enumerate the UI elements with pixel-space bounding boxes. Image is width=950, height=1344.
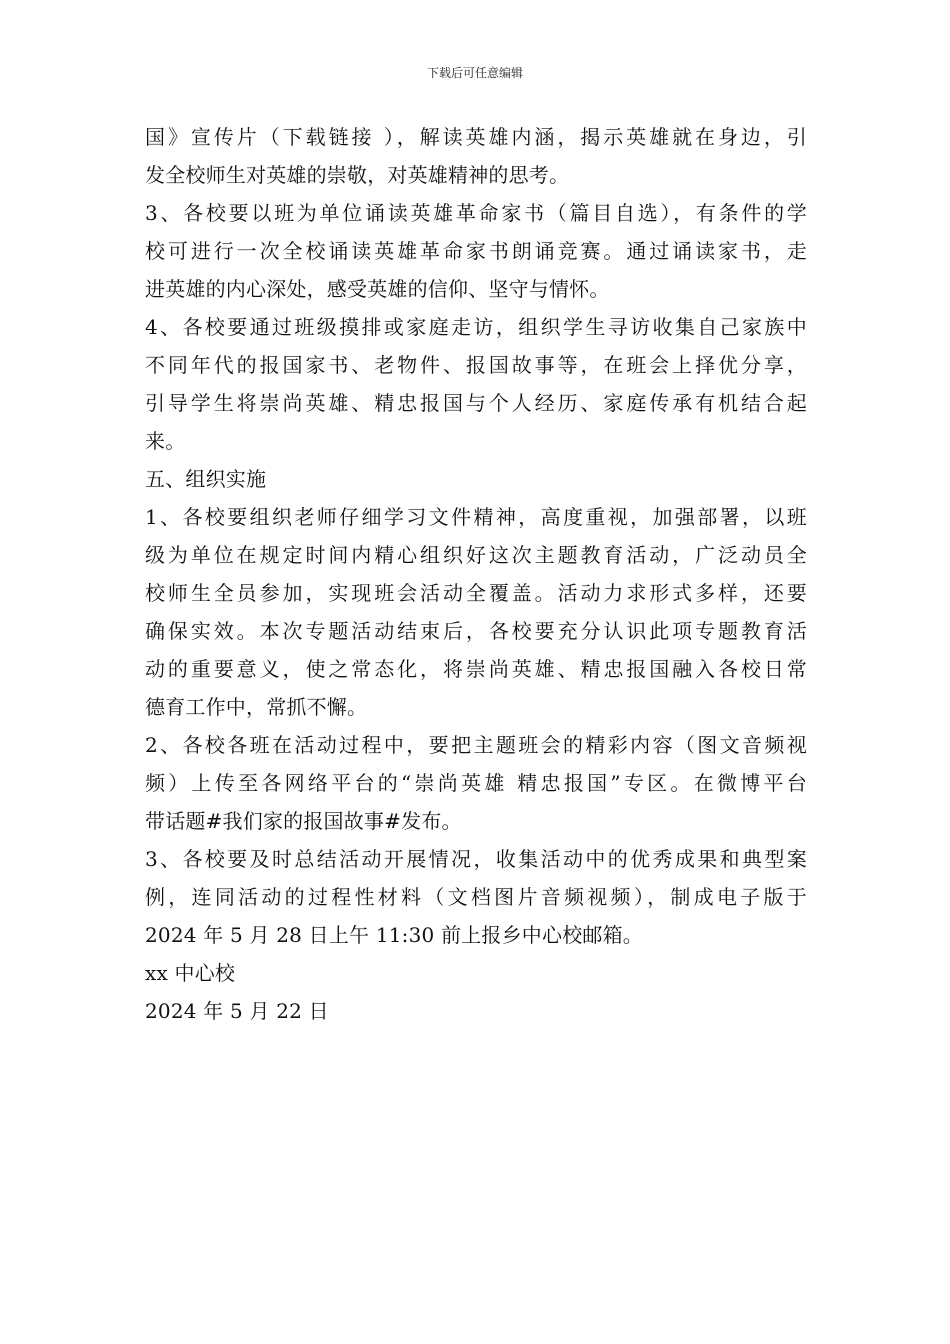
section-heading: 五、组织实施: [145, 467, 267, 491]
text-line: 3、各校要以班为单位诵读英雄革命家书（篇目自选），有条件的学: [145, 201, 807, 225]
text-line: 4、各校要通过班级摸排或家庭走访，组织学生寻访收集自己家族中: [145, 315, 807, 339]
text-line: 级为单位在规定时间内精心组织好这次主题教育活动，广泛动员全: [145, 543, 807, 567]
document-body: [145, 118, 807, 1030]
text-line: 发全校师生对英雄的崇敬，对英雄精神的思考。: [145, 163, 570, 187]
text-line: 来。: [145, 429, 186, 453]
text-line: 确保实效。本次专题活动结束后，各校要充分认识此项专题教育活: [145, 619, 807, 643]
text-line: 国》宣传片（下载链接 ），解读英雄内涵，揭示英雄就在身边，引: [145, 125, 807, 149]
text-line: 引导学生将崇尚英雄、精忠报国与个人经历、家庭传承有机结合起: [145, 391, 807, 415]
text-line: 2024 年 5 月 28 日上午 11:30 前上报乡中心校邮箱。: [145, 923, 644, 947]
text-line: 1、各校要组织老师仔细学习文件精神，高度重视，加强部署，以班: [145, 505, 807, 529]
page-header: 下载后可任意编辑: [426, 66, 523, 80]
text-line: 不同年代的报国家书、老物件、报国故事等，在班会上择优分享，: [145, 353, 807, 377]
text-line: 校可进行一次全校诵读英雄革命家书朗诵竞赛。通过诵读家书，走: [145, 239, 807, 263]
text-line: 2、各校各班在活动过程中，要把主题班会的精彩内容（图文音频视: [145, 733, 807, 757]
text-line: 带话题#我们家的报国故事#发布。: [145, 809, 462, 833]
text-line: 校师生全员参加，实现班会活动全覆盖。活动力求形式多样，还要: [145, 581, 807, 605]
text-line: 频）上传至各网络平台的“崇尚英雄 精忠报国”专区。在微博平台: [145, 771, 807, 795]
signature-date: 2024 年 5 月 22 日: [145, 999, 329, 1023]
text-line: 进英雄的内心深处，感受英雄的信仰、坚守与情怀。: [145, 277, 610, 301]
text-line: 例，连同活动的过程性材料（文档图片音频视频），制成电子版于: [145, 885, 807, 909]
text-line: 德育工作中，常抓不懈。: [145, 695, 368, 719]
text-line: 3、各校要及时总结活动开展情况，收集活动中的优秀成果和典型案: [145, 847, 807, 871]
signature-org: xx 中心校: [145, 961, 236, 985]
text-line: 动的重要意义，使之常态化，将崇尚英雄、精忠报国融入各校日常: [145, 657, 807, 681]
